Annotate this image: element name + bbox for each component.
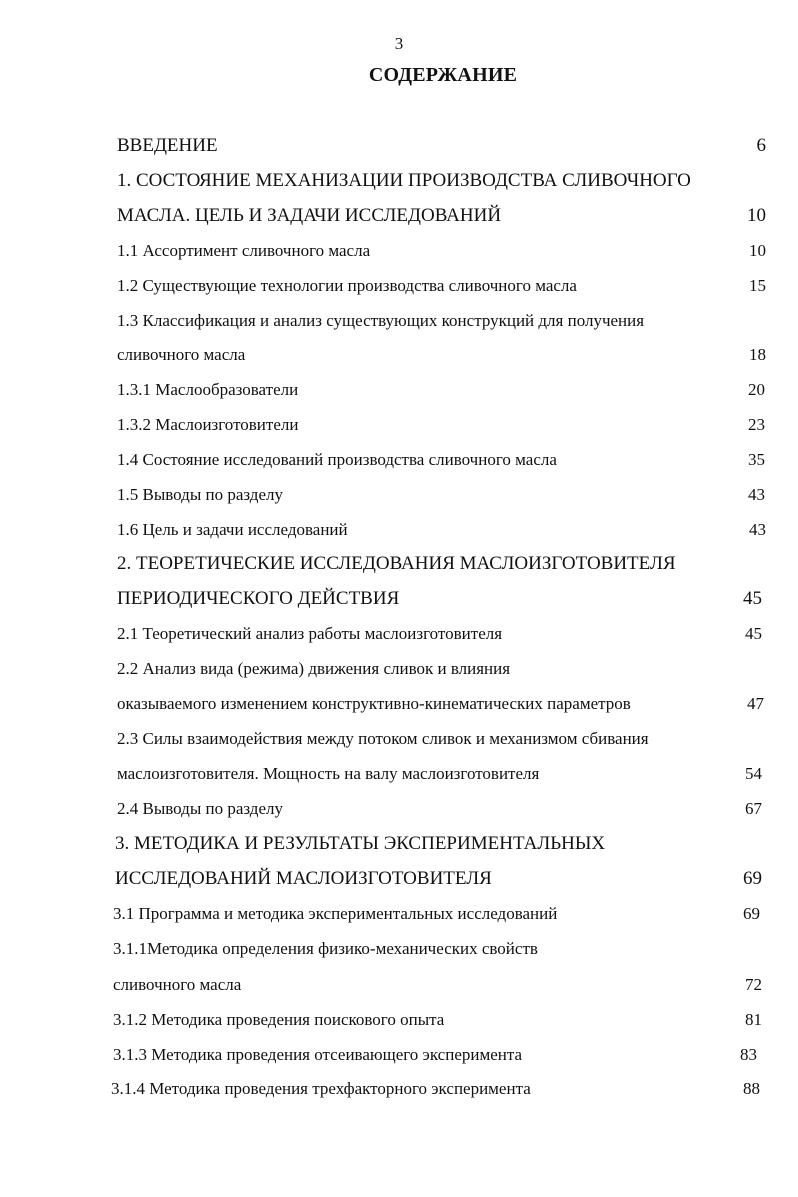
toc-entry bbox=[0, 168, 798, 194]
toc-entry-page: 43 bbox=[748, 485, 765, 504]
toc-entry bbox=[0, 1076, 798, 1102]
toc-entry bbox=[0, 1042, 798, 1068]
toc-entry-text: 3.1.4 Методика проведения трехфакторного эксперимента bbox=[111, 1079, 531, 1098]
toc-entry-text: маслоизготовителя. Мощность на валу маслоизготовителя bbox=[117, 764, 540, 783]
toc-entry-text: 1.5 Выводы по разделу bbox=[117, 485, 283, 504]
toc-entry bbox=[0, 551, 798, 577]
toc-entry-text: ПЕРИОДИЧЕСКОГО ДЕЙСТВИЯ bbox=[117, 588, 400, 609]
toc-entry-text: 3.1.1Методика определения физико-механических свойств bbox=[113, 939, 538, 958]
toc-entry-text: сливочного масла bbox=[117, 345, 246, 364]
toc-entry-text: оказываемого изменением конструктивно-кинематических параметров bbox=[117, 694, 631, 713]
toc-entry-page: 10 bbox=[747, 205, 766, 226]
toc-entry bbox=[0, 972, 798, 998]
toc-entry-text: 1.3 Классификация и анализ существующих конструкций для получения bbox=[117, 311, 645, 330]
toc-entry bbox=[0, 691, 798, 717]
toc-entry-text: ВВЕДЕНИЕ bbox=[117, 135, 218, 156]
toc-entry-page: 81 bbox=[745, 1010, 762, 1029]
page-title: СОДЕРЖАНИЕ bbox=[368, 64, 518, 86]
toc-entry-text: МАСЛА. ЦЕЛЬ И ЗАДАЧИ ИССЛЕДОВАНИЙ bbox=[117, 205, 502, 226]
toc-entry-text: 2. ТЕОРЕТИЧЕСКИЕ ИССЛЕДОВАНИЯ МАСЛОИЗГОТОВИТЕЛЯ bbox=[117, 553, 676, 574]
toc-entry-page: 67 bbox=[745, 799, 762, 818]
toc-entry-text: сливочного масла bbox=[113, 975, 242, 994]
toc-entry-text: 1.6 Цель и задачи исследований bbox=[117, 520, 348, 539]
toc-entry bbox=[0, 482, 798, 508]
toc-entry bbox=[0, 308, 798, 334]
toc-entry bbox=[0, 377, 798, 403]
toc-entry bbox=[0, 1007, 798, 1033]
toc-entry bbox=[0, 866, 798, 892]
toc-entry-page: 18 bbox=[749, 345, 766, 364]
toc-entry-page: 20 bbox=[748, 380, 765, 399]
toc-entry bbox=[0, 412, 798, 438]
toc-entry-text: 1.2 Существующие технологии производства сливочного масла bbox=[117, 276, 577, 295]
page-number: 3 bbox=[394, 34, 404, 53]
toc-entry bbox=[0, 726, 798, 752]
toc-entry bbox=[0, 831, 798, 857]
toc-entry-page: 69 bbox=[743, 868, 762, 889]
toc-entry-text: 2.2 Анализ вида (режима) движения сливок и влияния bbox=[117, 659, 511, 678]
toc-entry-page: 15 bbox=[749, 276, 766, 295]
toc-entry-page: 45 bbox=[743, 588, 762, 609]
toc-entry-page: 47 bbox=[747, 694, 764, 713]
toc-entry-text: 2.4 Выводы по разделу bbox=[117, 799, 283, 818]
toc-entry-page: 72 bbox=[745, 975, 762, 994]
toc-entry-text: 1.3.2 Маслоизготовители bbox=[117, 415, 299, 434]
toc-entry-text: ИССЛЕДОВАНИЙ МАСЛОИЗГОТОВИТЕЛЯ bbox=[115, 868, 492, 889]
toc-entry bbox=[0, 203, 798, 229]
toc-entry-page: 23 bbox=[748, 415, 765, 434]
toc-entry-text: 3.1 Программа и методика экспериментальных исследований bbox=[113, 904, 558, 923]
toc-entry-page: 69 bbox=[743, 904, 760, 923]
toc-entry-page: 45 bbox=[745, 624, 762, 643]
toc-entry-text: 1.1 Ассортимент сливочного масла bbox=[117, 241, 371, 260]
toc-entry bbox=[0, 796, 798, 822]
toc-entry-page: 35 bbox=[748, 450, 765, 469]
toc-entry-text: 1.4 Состояние исследований производства сливочного масла bbox=[117, 450, 557, 469]
toc-entry bbox=[0, 517, 798, 543]
toc-entry-page: 10 bbox=[749, 241, 766, 260]
toc-entry bbox=[0, 447, 798, 473]
toc-entry bbox=[0, 133, 798, 159]
toc-entry-page: 88 bbox=[743, 1079, 760, 1098]
toc-entry-page: 6 bbox=[756, 135, 766, 156]
toc-entry-page: 43 bbox=[749, 520, 766, 539]
toc-entry bbox=[0, 936, 798, 962]
toc-entry-text: 1.3.1 Маслообразователи bbox=[117, 380, 299, 399]
toc-entry-text: 1. СОСТОЯНИЕ МЕХАНИЗАЦИИ ПРОИЗВОДСТВА СЛИВОЧНОГО bbox=[117, 170, 691, 191]
toc-entry bbox=[0, 586, 798, 612]
toc-entry bbox=[0, 761, 798, 787]
toc-entry bbox=[0, 621, 798, 647]
toc-entry bbox=[0, 238, 798, 264]
toc-entry-text: 2.3 Силы взаимодействия между потоком сливок и механизмом сбивания bbox=[117, 729, 649, 748]
toc-entry-text: 2.1 Теоретический анализ работы маслоизготовителя bbox=[117, 624, 503, 643]
toc-entry bbox=[0, 656, 798, 682]
toc-entry-text: 3.1.3 Методика проведения отсеивающего эксперимента bbox=[113, 1045, 523, 1064]
toc-entry bbox=[0, 342, 798, 368]
toc-entry-page: 83 bbox=[740, 1045, 757, 1064]
toc-entry-page: 54 bbox=[745, 764, 762, 783]
toc-entry bbox=[0, 273, 798, 299]
toc-entry bbox=[0, 901, 798, 927]
toc-entry-text: 3. МЕТОДИКА И РЕЗУЛЬТАТЫ ЭКСПЕРИМЕНТАЛЬНЫХ bbox=[115, 833, 606, 854]
toc-entry-text: 3.1.2 Методика проведения поискового опыта bbox=[113, 1010, 445, 1029]
